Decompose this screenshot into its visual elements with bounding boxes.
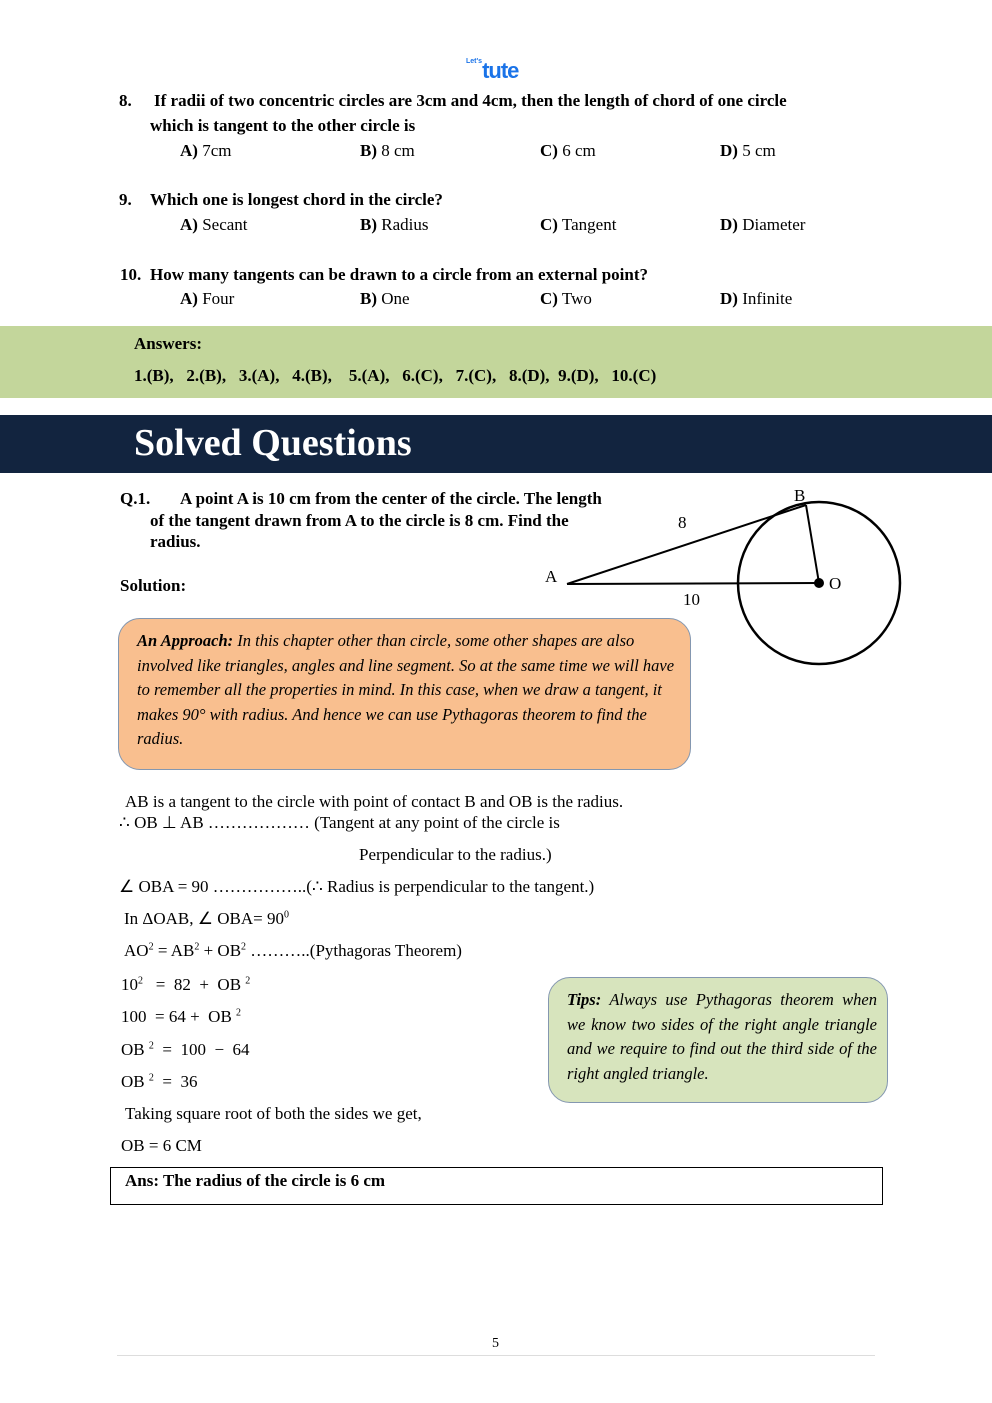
question-8-text: If radii of two concentric circles are 3cm and 4cm, then the length of chord of one circle [154, 91, 787, 110]
center-point [814, 578, 824, 588]
q8-option-b: B) 8 cm [360, 141, 415, 160]
q9-option-b: B) Radius [360, 215, 429, 234]
line-ao [567, 583, 819, 584]
step-11: Taking square root of both the sides we get, [125, 1104, 422, 1123]
page-number: 5 [492, 1336, 499, 1351]
step-8: 100 = 64 + OB $^2$ [121, 1007, 242, 1026]
step-7: $10^2 = 82$ + OB $^2$ [121, 975, 251, 994]
q9-option-a: A) Secant [180, 215, 248, 234]
q10-option-c: C) Two [540, 289, 592, 308]
step-2: ∴ OB ⊥ AB ……………… (Tangent at any point of the circle is [119, 813, 560, 832]
radius-ob [806, 505, 819, 583]
label-ab-length: 8 [678, 513, 687, 532]
step-3: Perpendicular to the radius.) [359, 845, 552, 864]
step-6: $AO^2 = AB^2 + OB^2$ ………..(Pythagoras Theorem) [124, 941, 462, 960]
step-12: OB = 6 CM [121, 1136, 202, 1155]
q10-option-b: B) One [360, 289, 410, 308]
label-ao-length: 10 [683, 590, 700, 609]
answers-list: 1.(B), 2.(B), 3.(A), 4.(B), 5.(A), 6.(C), 7.(C), 8.(D), 9.(D), 10.(C) [134, 366, 657, 385]
label-o: O [829, 574, 842, 593]
approach-note-box: An Approach: In this chapter other than circle, some other shapes are also involved like triangles, angles and line segment. So at the same time we will have to remember all the properties in mind. In this case, when we draw a tangent, it makes 90° with radius. And hence we can use Pythagoras theorem to find the radius. [118, 618, 691, 770]
tute-logo: $^{Let's}$tute [466, 58, 519, 83]
step-1: AB is a tangent to the circle with point of contact B and OB is the radius. [125, 792, 624, 811]
step-4: ∠ OBA = 90 ……………..(∴ Radius is perpendicular to the tangent.) [119, 877, 595, 896]
q1-text-2: of the tangent drawn from A to the circle is 8 cm. Find the [150, 511, 569, 530]
question-9-text: Which one is longest chord in the circle? [150, 190, 443, 209]
q8-option-c: C) 6 cm [540, 141, 596, 160]
q1-text-1: A point A is 10 cm from the center of the circle. The length [180, 489, 602, 508]
q8-option-d: D) 5 cm [720, 141, 776, 160]
q10-option-a: A) Four [180, 289, 235, 308]
step-5: In ΔOAB, ∠ $OBA= 90^0$ [124, 909, 289, 928]
question-8-number: 8. [119, 91, 132, 110]
step-10: OB $^2$ = 36 [121, 1072, 198, 1091]
step-9: OB $^2$ = 100 − 64 [121, 1040, 250, 1059]
label-a: A [545, 567, 558, 586]
final-answer: Ans: The radius of the circle is 6 cm [125, 1171, 386, 1190]
section-title: Solved Questions [134, 422, 412, 464]
tangent-line-ab [567, 505, 806, 584]
tips-box: Tips: Always use Pythagoras theorem when we know two sides of the right angle triangle and we require to find out the third side of the right angled triangle. [548, 977, 888, 1103]
q9-option-d: D) Diameter [720, 215, 806, 234]
footer-divider [117, 1355, 875, 1356]
answers-label: Answers: [134, 334, 202, 353]
label-b: B [794, 486, 806, 505]
q9-option-c: C) Tangent [540, 215, 617, 234]
question-10-text: How many tangents can be drawn to a circle from an external point? [150, 265, 649, 284]
q1-text-3: radius. [150, 532, 201, 551]
q8-option-a: A) 7cm [180, 141, 232, 160]
question-8-text-2: which is tangent to the other circle is [150, 116, 416, 135]
q10-option-d: D) Infinite [720, 289, 793, 308]
question-9-number: 9. [119, 190, 132, 209]
solution-label: Solution: [120, 576, 187, 595]
question-10-number: 10. [120, 265, 142, 284]
q1-number: Q.1. [120, 489, 151, 508]
